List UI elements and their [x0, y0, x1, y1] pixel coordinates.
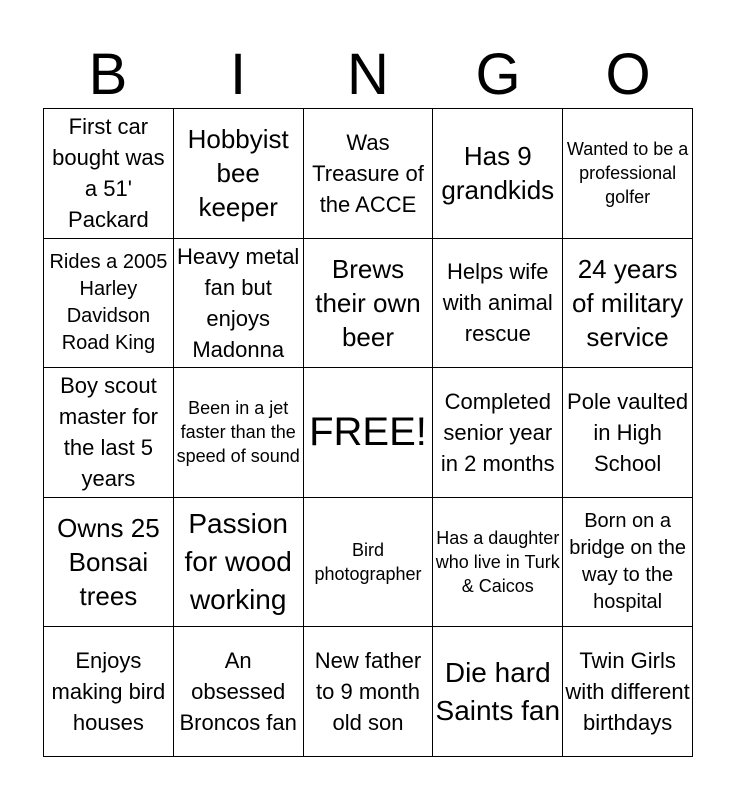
- bingo-cell[interactable]: [304, 498, 434, 628]
- cell-text: First car bought was a 51' Packard: [52, 114, 165, 233]
- bingo-cell[interactable]: [44, 368, 174, 498]
- cell-text: Die hard Saints fan: [435, 656, 561, 726]
- cell-text: Has 9 grandkids: [441, 141, 555, 206]
- bingo-cell[interactable]: [563, 368, 693, 498]
- bingo-cell[interactable]: [304, 109, 434, 239]
- free-space[interactable]: [304, 368, 434, 498]
- cell-text: Pole vaulted in High School: [567, 388, 689, 476]
- cell-text: Rides a 2005 Harley Davidson Road King: [49, 250, 168, 354]
- cell-text: Has a daughter who live in Turk & Caicos: [435, 528, 560, 597]
- bingo-cell[interactable]: [174, 627, 304, 757]
- bingo-cell[interactable]: [44, 627, 174, 757]
- bingo-cell[interactable]: [44, 109, 174, 239]
- cell-text: Brews their own beer: [315, 253, 421, 352]
- bingo-cell[interactable]: [563, 109, 693, 239]
- cell-text: Passion for wood working: [184, 508, 292, 616]
- bingo-cell[interactable]: [174, 239, 304, 369]
- header-letter-g: G: [475, 42, 521, 107]
- free-space-label: FREE!: [309, 410, 427, 455]
- bingo-cell[interactable]: [44, 239, 174, 369]
- bingo-cell[interactable]: [174, 498, 304, 628]
- cell-text: Bird photographer: [314, 540, 422, 585]
- cell-text: An obsessed Broncos fan: [179, 648, 297, 736]
- cell-text: New father to 9 month old son: [314, 648, 422, 736]
- cell-text: Heavy metal fan but enjoys Madonna: [177, 243, 300, 362]
- bingo-cell[interactable]: [433, 368, 563, 498]
- bingo-cell[interactable]: [433, 239, 563, 369]
- bingo-cell[interactable]: [44, 498, 174, 628]
- bingo-board: [43, 108, 693, 757]
- cell-text: Hobbyist bee keeper: [187, 124, 289, 223]
- header-letter-o: O: [605, 42, 651, 107]
- bingo-cell[interactable]: [174, 109, 304, 239]
- bingo-cell[interactable]: [433, 498, 563, 628]
- bingo-cell[interactable]: [433, 627, 563, 757]
- cell-text: Completed senior year in 2 months: [440, 388, 555, 476]
- bingo-header: [43, 42, 693, 108]
- header-letter-n: N: [347, 42, 389, 107]
- cell-text: Been in a jet faster than the speed of sound: [176, 398, 300, 467]
- cell-text: Was Treasure of the ACCE: [312, 129, 424, 217]
- cell-text: Helps wife with animal rescue: [442, 259, 553, 347]
- bingo-cell[interactable]: [563, 239, 693, 369]
- cell-text: Boy scout master for the last 5 years: [58, 373, 158, 492]
- bingo-cell[interactable]: [304, 239, 434, 369]
- bingo-cell[interactable]: [433, 109, 563, 239]
- cell-text: Owns 25 Bonsai trees: [57, 513, 160, 612]
- bingo-cell[interactable]: [563, 498, 693, 628]
- bingo-cell[interactable]: [563, 627, 693, 757]
- cell-text: Wanted to be a professional golfer: [566, 139, 689, 208]
- cell-text: Enjoys making bird houses: [51, 648, 166, 736]
- cell-text: 24 years of military service: [571, 253, 684, 352]
- cell-text: Born on a bridge on the way to the hospital: [569, 510, 686, 614]
- bingo-cell[interactable]: [174, 368, 304, 498]
- header-letter-i: I: [229, 42, 247, 107]
- bingo-cell[interactable]: [304, 627, 434, 757]
- header-letter-b: B: [88, 42, 128, 107]
- cell-text: Twin Girls with different birthdays: [565, 648, 690, 736]
